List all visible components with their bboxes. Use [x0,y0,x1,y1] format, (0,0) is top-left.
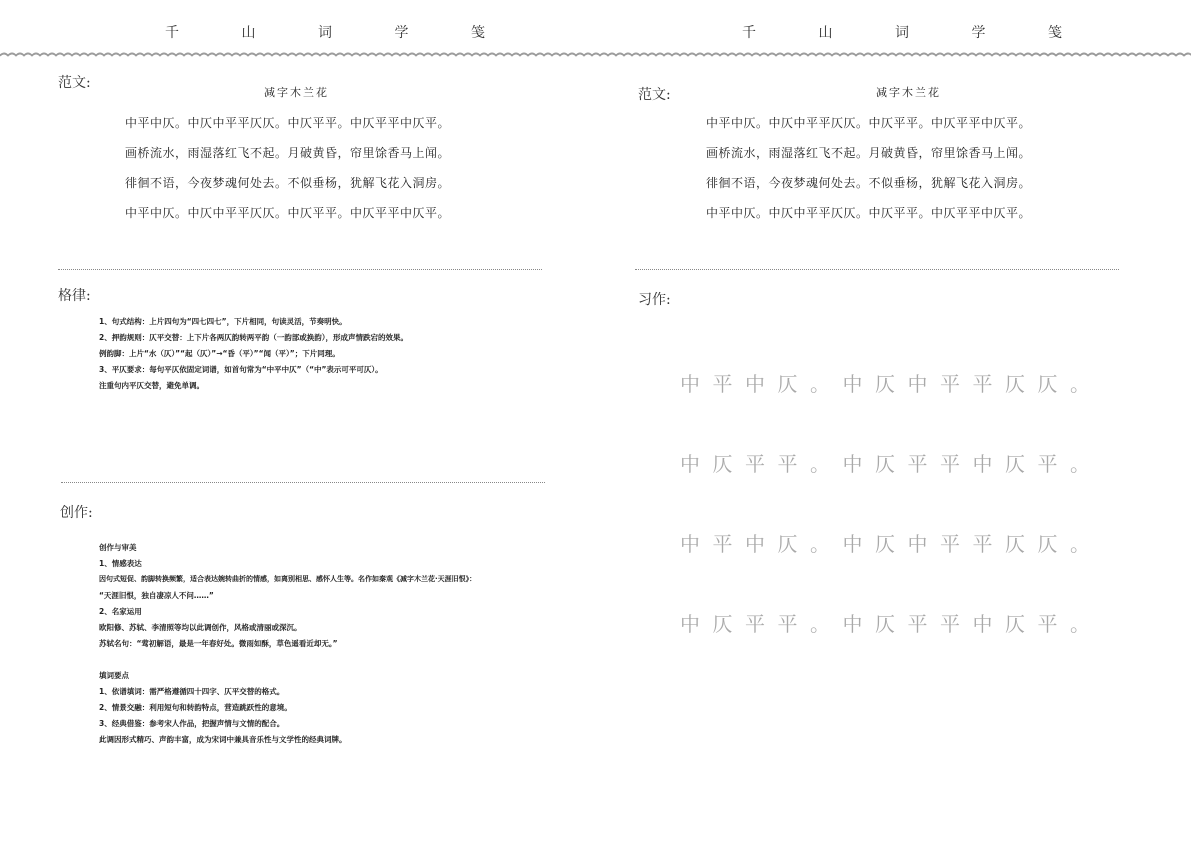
practice-char: 。 [810,612,830,636]
practice-char: 平 [940,612,960,636]
header-title-left [165,22,485,42]
chuangzuo-line: 因句式短促、韵脚转换频繁，适合表达婉转曲折的情感，如离别相思、感怀人生等。名作如秦观《减字木兰花·天涯旧恨》： [99,575,477,583]
chuangzuo-line: 2、名家运用 [99,607,142,616]
wavy-divider [0,50,1191,60]
practice-char: 中 [842,372,863,396]
poem-line-left-1: 中平中仄。中仄中平平仄仄。中仄平平。中仄平平中仄平。 [125,116,451,130]
practice-char: 仄 [1005,612,1025,636]
practice-char: 仄 [875,452,895,476]
practice-char: 平 [745,612,765,636]
practice-char: 中 [680,532,700,556]
practice-char: 。 [1070,372,1090,396]
chuangzuo-line: 1、依谱填词：需严格遵循四十四字、仄平交替的格式。 [99,687,285,696]
practice-char: 仄 [875,372,895,396]
practice-char: 。 [810,452,830,476]
practice-char: 。 [810,532,830,556]
practice-char: 平 [712,532,733,556]
header-char: 学 [971,25,986,41]
practice-char: 平 [777,452,798,476]
practice-char: 仄 [1005,452,1025,476]
practice-char: 。 [1070,532,1090,556]
practice-char: 仄 [1037,372,1058,396]
chuangzuo-line: 1、情感表达 [99,559,142,568]
practice-char: 仄 [1005,372,1025,396]
practice-char: 中 [842,612,863,636]
xizuo-label: 习作: [638,292,671,308]
poem-line-right-1: 中平中仄。中仄中平平仄仄。中仄平平。中仄平平中仄平。 [706,116,1032,130]
practice-char: 仄 [1037,532,1058,556]
practice-row [680,368,1090,397]
header-char: 词 [318,25,332,41]
practice-char: 。 [810,372,830,396]
poem-line-left-3: 徘徊不语，今夜梦魂何处去。不似垂杨，犹解飞花入洞房。 [125,176,451,190]
practice-char: 仄 [777,532,798,556]
practice-char: 。 [1070,612,1090,636]
header-char: 山 [241,25,256,41]
section-divider [58,269,542,270]
practice-char: 中 [842,452,863,476]
practice-char: 平 [777,612,798,636]
practice-row [680,528,1090,557]
practice-char: 。 [1070,452,1090,476]
practice-char: 平 [940,372,960,396]
chuangzuo-line: “天涯旧恨，独自凄凉人不问……” [99,591,214,600]
practice-char: 仄 [712,612,733,636]
practice-char: 仄 [875,532,895,556]
header-char: 词 [895,25,909,41]
practice-char: 平 [940,452,960,476]
poem-line-right-3: 徘徊不语，今夜梦魂何处去。不似垂杨，犹解飞花入洞房。 [706,176,1032,190]
chuangzuo-line: 2、情景交融：利用短句和转韵特点，营造跳跃性的意境。 [99,703,292,712]
chuangzuo-line: 填词要点 [99,671,129,680]
practice-char: 平 [972,532,993,556]
poem-title-right: 减字木兰花 [876,86,941,99]
practice-char: 仄 [875,612,895,636]
poem-title-left: 减字木兰花 [264,86,329,99]
header-char: 笺 [471,25,485,41]
chuangzuo-label: 创作: [60,505,93,521]
practice-char: 仄 [777,372,798,396]
gelv-label: 格律: [58,288,91,304]
header-char: 千 [165,25,179,41]
gelv-line: 3、平仄要求：每句平仄依固定词谱，如首句常为“中平中仄”（“中”表示可平可仄）。 [99,365,383,374]
gelv-line: 注重句内平仄交替，避免单调。 [99,381,204,390]
header-char: 笺 [1048,25,1062,41]
chuangzuo-line: 创作与审美 [99,543,137,552]
poem-line-right-2: 画桥流水，雨湿落红飞不起。月破黄昏，帘里馀香马上闻。 [706,146,1032,160]
chuangzuo-line: 3、经典借鉴：参考宋人作品，把握声情与文情的配合。 [99,719,285,728]
practice-char: 平 [940,532,960,556]
practice-row [680,448,1090,477]
practice-char: 平 [712,372,733,396]
practice-char: 中 [907,532,928,556]
poem-line-left-2: 画桥流水，雨湿落红飞不起。月破黄昏，帘里馀香马上闻。 [125,146,451,160]
section-divider [61,482,545,483]
gelv-line: 例韵脚：上片“水（仄）”“起（仄）”→“昏（平）”“闻（平）”；下片同理。 [99,349,340,358]
poem-line-left-4: 中平中仄。中仄中平平仄仄。中仄平平。中仄平平中仄平。 [125,206,451,220]
fanwen-label-right: 范文: [638,87,671,103]
header-char: 山 [818,25,833,41]
section-divider [635,269,1119,270]
header-title-right [742,22,1062,42]
practice-char: 中 [972,612,993,636]
header-char: 学 [394,25,409,41]
fanwen-label-left: 范文: [58,75,91,91]
practice-char: 平 [972,372,993,396]
practice-char: 中 [842,532,863,556]
practice-char: 中 [907,372,928,396]
gelv-line: 2、押韵规则：仄平交替：上下片各两仄韵转两平韵（一韵部或换韵），形成声情跌宕的效果。 [99,333,408,342]
practice-char: 平 [907,452,928,476]
practice-char: 中 [680,452,700,476]
practice-char: 中 [680,372,700,396]
header-char: 千 [742,25,756,41]
practice-char: 平 [1037,452,1058,476]
practice-char: 仄 [712,452,733,476]
chuangzuo-line: 欧阳修、苏轼、李清照等均以此调创作，风格或清丽或深沉。 [99,623,302,632]
gelv-line: 1、句式结构：上片四句为“四七四七”，下片相同，句读灵活，节奏明快。 [99,317,347,326]
practice-char: 中 [745,372,765,396]
practice-row [680,608,1090,637]
chuangzuo-line: 此调因形式精巧、声韵丰富，成为宋词中兼具音乐性与文学性的经典词牌。 [99,735,347,744]
practice-char: 中 [680,612,700,636]
practice-char: 中 [972,452,993,476]
chuangzuo-line: 苏轼名句：“莺初解语，最是一年春好处。微雨如酥，草色遥看近却无。” [99,639,338,648]
practice-char: 平 [1037,612,1058,636]
poem-line-right-4: 中平中仄。中仄中平平仄仄。中仄平平。中仄平平中仄平。 [706,206,1032,220]
practice-char: 平 [745,452,765,476]
practice-char: 仄 [1005,532,1025,556]
practice-char: 中 [745,532,765,556]
practice-char: 平 [907,612,928,636]
